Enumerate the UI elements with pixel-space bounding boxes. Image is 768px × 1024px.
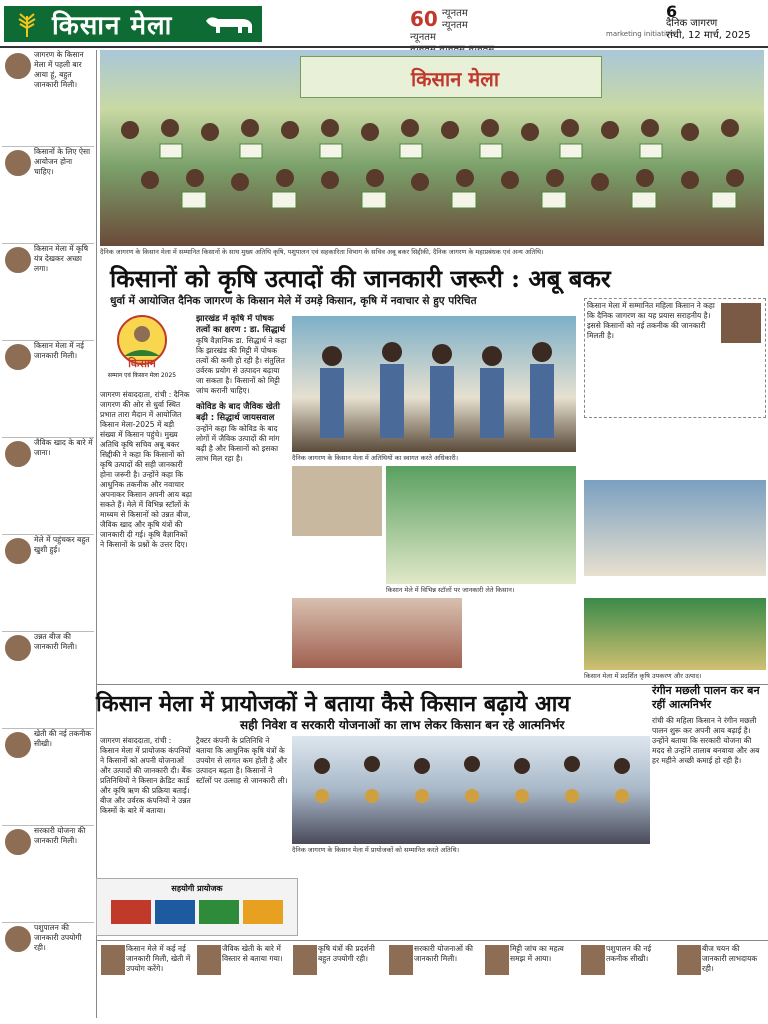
- sponsor-logo: [155, 900, 195, 924]
- right-story: रांची की महिला किसान ने रंगीन मछली पालन शुरू कर अपनी आय बढ़ाई है। उन्होंने बताया कि सरकारी योजना की मदद से उन्होंने तालाब बनवाया और अब हर महीने अच्छी कमाई हो रही है।: [652, 716, 760, 765]
- story1-subhead-b: कोविड के बाद जैविक खेती बढ़ी : सिद्धार्थ जायसवाल: [196, 402, 280, 423]
- avatar: [197, 945, 221, 975]
- quote-item: जागरण के किसान मेला में पहली बार आया हूं, बहुत जानकारी मिली।: [2, 50, 94, 147]
- group-photo: [100, 50, 764, 246]
- masthead: [0, 0, 768, 48]
- quote-item: किसान मेला में कृषि यंत्र देखकर अच्छा लगा।: [2, 244, 94, 341]
- badge-subtitle: सम्मान एवं किसान मेला 2025: [107, 372, 177, 379]
- sponsor-ad-block: [96, 878, 298, 936]
- avatar: [4, 731, 32, 759]
- bottom-caption: दैनिक जागरण के किसान मेला में प्रायोजकों को सम्मानित करते अतिथि।: [292, 846, 460, 854]
- sponsor-logo: [243, 900, 283, 924]
- mid-caption-2: किसान मेले में विभिन्न स्टॉलों पर जानकारी लेते किसान।: [386, 586, 515, 594]
- marketing-label: marketing initiative: [606, 30, 675, 38]
- story1-subhead-a: झारखंड में कृषि में पोषक तत्वों का क्षरण : डा. सिद्धार्थ: [196, 314, 286, 335]
- avatar: [101, 945, 125, 975]
- mid-caption-1: दैनिक जागरण के किसान मेला में अतिथियों का स्वागत करते अधिकारी।: [292, 454, 459, 462]
- paper-name: दैनिक जागरण: [666, 18, 718, 29]
- avatar: [4, 537, 32, 565]
- portrait-photo: [292, 466, 382, 536]
- ad-label: सहयोगी प्रायोजक: [171, 884, 223, 893]
- crowd-figures: [100, 50, 764, 246]
- headline-2: किसान मेला में प्रायोजकों ने बताया कैसे किसान बढ़ाये आय: [96, 691, 571, 717]
- wheat-icon: [10, 10, 44, 38]
- avatar: [721, 303, 761, 343]
- column-divider: [96, 50, 97, 1018]
- avatar: [389, 945, 413, 975]
- sponsor-logo: [199, 900, 239, 924]
- quote-item: किसानों के लिए ऐसा आयोजन होना चाहिए।: [2, 147, 94, 244]
- promo-number: 60: [410, 7, 438, 31]
- story1-paragraph: कृषि वैज्ञानिक डा. सिद्धार्थ ने कहा कि झारखंड की मिट्टी में पोषक तत्वों की कमी हो रही है। संतुलित उर्वरक प्रयोग से उत्पादन बढ़ाया जा सकता है। किसानों को मिट्टी जांच करानी चाहिए।: [196, 336, 287, 395]
- mid-caption-3: किसान मेला में प्रदर्शित कृषि उपकरण और उत्पाद।: [584, 672, 702, 680]
- avatar: [4, 343, 32, 371]
- avatar: [4, 149, 32, 177]
- sponsor-logo: [111, 900, 151, 924]
- quote-item: उन्नत बीज की जानकारी मिली।: [2, 632, 94, 729]
- avatar: [293, 945, 317, 975]
- quote-item: जैविक खाद के बारे में जाना।: [2, 438, 94, 535]
- page-number: 6: [666, 2, 678, 21]
- avatar: [4, 828, 32, 856]
- story1-paragraph: उन्होंने कहा कि कोविड के बाद लोगों में जैविक उत्पादों की मांग बढ़ी है और किसानों को इसका लाभ मिल रहा है।: [196, 424, 280, 463]
- quote-item: सरकारी योजनाओं की जानकारी मिली।: [388, 944, 480, 1016]
- top-photo-caption: दैनिक जागरण के किसान मेला में सम्मानित किसानों के साथ मुख्य अतिथि कृषि, पशुपालन एवं सहकारिता विभाग के सचिव अबू बकर सिद्दीकी, दैनिक जागरण के महाप्रबंधक एवं अन्य अतिथि।: [100, 248, 544, 256]
- issue-date: रांची, 12 मार्च, 2025: [666, 30, 751, 41]
- story2-body: जागरण संवाददाता, रांची : किसान मेला में प्रायोजक कंपनियों ने किसानों को अपनी योजनाओं और उत्पादों की जानकारी दी। बैंक प्रतिनिधियों ने किसान क्रेडिट कार्ड और कृषि ऋण की प्रक्रिया बताई। बीज और उर्वरक कंपनियों ने उन्नत किस्मों के बारे में बताया।: [100, 736, 192, 815]
- left-quote-column: [2, 50, 94, 1010]
- sponsors-photo: [292, 736, 650, 844]
- avatar: [4, 52, 32, 80]
- avatar: [4, 925, 32, 953]
- promo-block: [410, 8, 494, 56]
- quote-item: किसान मेले में कई नई जानकारी मिली, खेती में उपयोग करेंगे।: [100, 944, 192, 1016]
- headline-1: किसानों को कृषि उत्पादों की जानकारी जरूरी : अबू बकर: [110, 264, 611, 293]
- quote-item: बीज चयन की जानकारी लाभदायक रही।: [676, 944, 766, 1016]
- right-headline: रंगीन मछली पालन कर बन रहीं आत्मनिर्भर: [652, 684, 760, 711]
- brand-title: किसान मेला: [52, 11, 173, 41]
- ribbon-cutting-photo: [292, 316, 576, 452]
- quote-item: किसान मेला में नई जानकारी मिली।: [2, 341, 94, 438]
- avatar: [4, 634, 32, 662]
- promo-line: न्यूनतम न्यूनतम न्यूनतम: [410, 8, 468, 43]
- banner-text: किसान मेला: [411, 67, 500, 91]
- quote-item: मिट्टी जांच का महत्व समझ में आया।: [484, 944, 576, 1016]
- story1-body-continued: [196, 314, 288, 678]
- cow-icon: [202, 11, 256, 37]
- quote-item: जैविक खेती के बारे में विस्तार से बताया गया।: [196, 944, 288, 1016]
- badge-title: किसान: [128, 357, 156, 370]
- avatar: [4, 440, 32, 468]
- avatar: [581, 945, 605, 975]
- story2-body-continued: ट्रैक्टर कंपनी के प्रतिनिधि ने बताया कि आधुनिक कृषि यंत्रों के उपयोग से लागत कम होती है और उत्पादन बढ़ता है। किसानों ने स्टॉलों पर उत्साह से जानकारी ली।: [196, 736, 288, 785]
- avatar: [677, 945, 701, 975]
- section-rule: [96, 940, 768, 941]
- people-figures: [292, 316, 576, 452]
- quote-item: पशुपालन की नई तकनीक सीखी।: [580, 944, 672, 1016]
- demo-photo: [584, 480, 766, 576]
- produce-display-photo: [584, 598, 766, 670]
- subhead-2: सही निवेश व सरकारी योजनाओं का लाभ लेकर किसान बन रहे आत्मनिर्भर: [240, 718, 565, 732]
- quote-item: खेती की नई तकनीक सीखी।: [2, 729, 94, 826]
- subhead-1: धुर्वा में आयोजित दैनिक जागरण के किसान मेले में उमड़े किसान, कृषि में नवाचार से हुए परिचित: [110, 295, 477, 307]
- quote-item: कृषि यंत्रों की प्रदर्शनी बहुत उपयोगी रही।: [292, 944, 384, 1016]
- story1-body: जागरण संवाददाता, रांची : दैनिक जागरण की ओर से धुर्वा स्थित प्रभात तारा मैदान में आयोजित किसान मेला-2025 में बड़ी संख्या में किसान पहुंचे। मुख्य अतिथि कृषि सचिव अबू बकर सिद्दीकी ने कहा कि किसानों को कृषि उत्पादों की सही जानकारी होना जरूरी है। उन्होंने कहा कि आधुनिक तकनीक और नवाचार अपनाकर किसान अपनी आय बढ़ा सकते हैं। मेले में विभिन्न स्टॉलों के माध्यम से किसानों को उन्नत बीज, जैविक खाद और कृषि यंत्रों की जानकारी दी गई। कृषि वैज्ञानिकों ने किसानों के प्रश्नों के उत्तर दिए।: [100, 390, 192, 549]
- avatar: [485, 945, 509, 975]
- stall-photo: [386, 466, 576, 584]
- bottom-quote-strip: [100, 944, 766, 1016]
- avatar: [4, 246, 32, 274]
- crowd-photo: [292, 598, 462, 668]
- kisan-logo-badge: [104, 314, 180, 384]
- page-info: [666, 2, 751, 42]
- right-feature-box: किसान मेला में सम्मानित महिला किसान ने कहा कि दैनिक जागरण का यह प्रयास सराहनीय है। इससे किसानों को नई तकनीक की जानकारी मिलती है।: [584, 298, 766, 418]
- brand-banner: [4, 6, 262, 42]
- quote-item: सरकारी योजना की जानकारी मिली।: [2, 826, 94, 923]
- people-figures: [292, 736, 650, 844]
- quote-item: पशुपालन की जानकारी उपयोगी रही।: [2, 923, 94, 1010]
- quote-item: मेले में पहुंचकर बहुत खुशी हुई।: [2, 535, 94, 632]
